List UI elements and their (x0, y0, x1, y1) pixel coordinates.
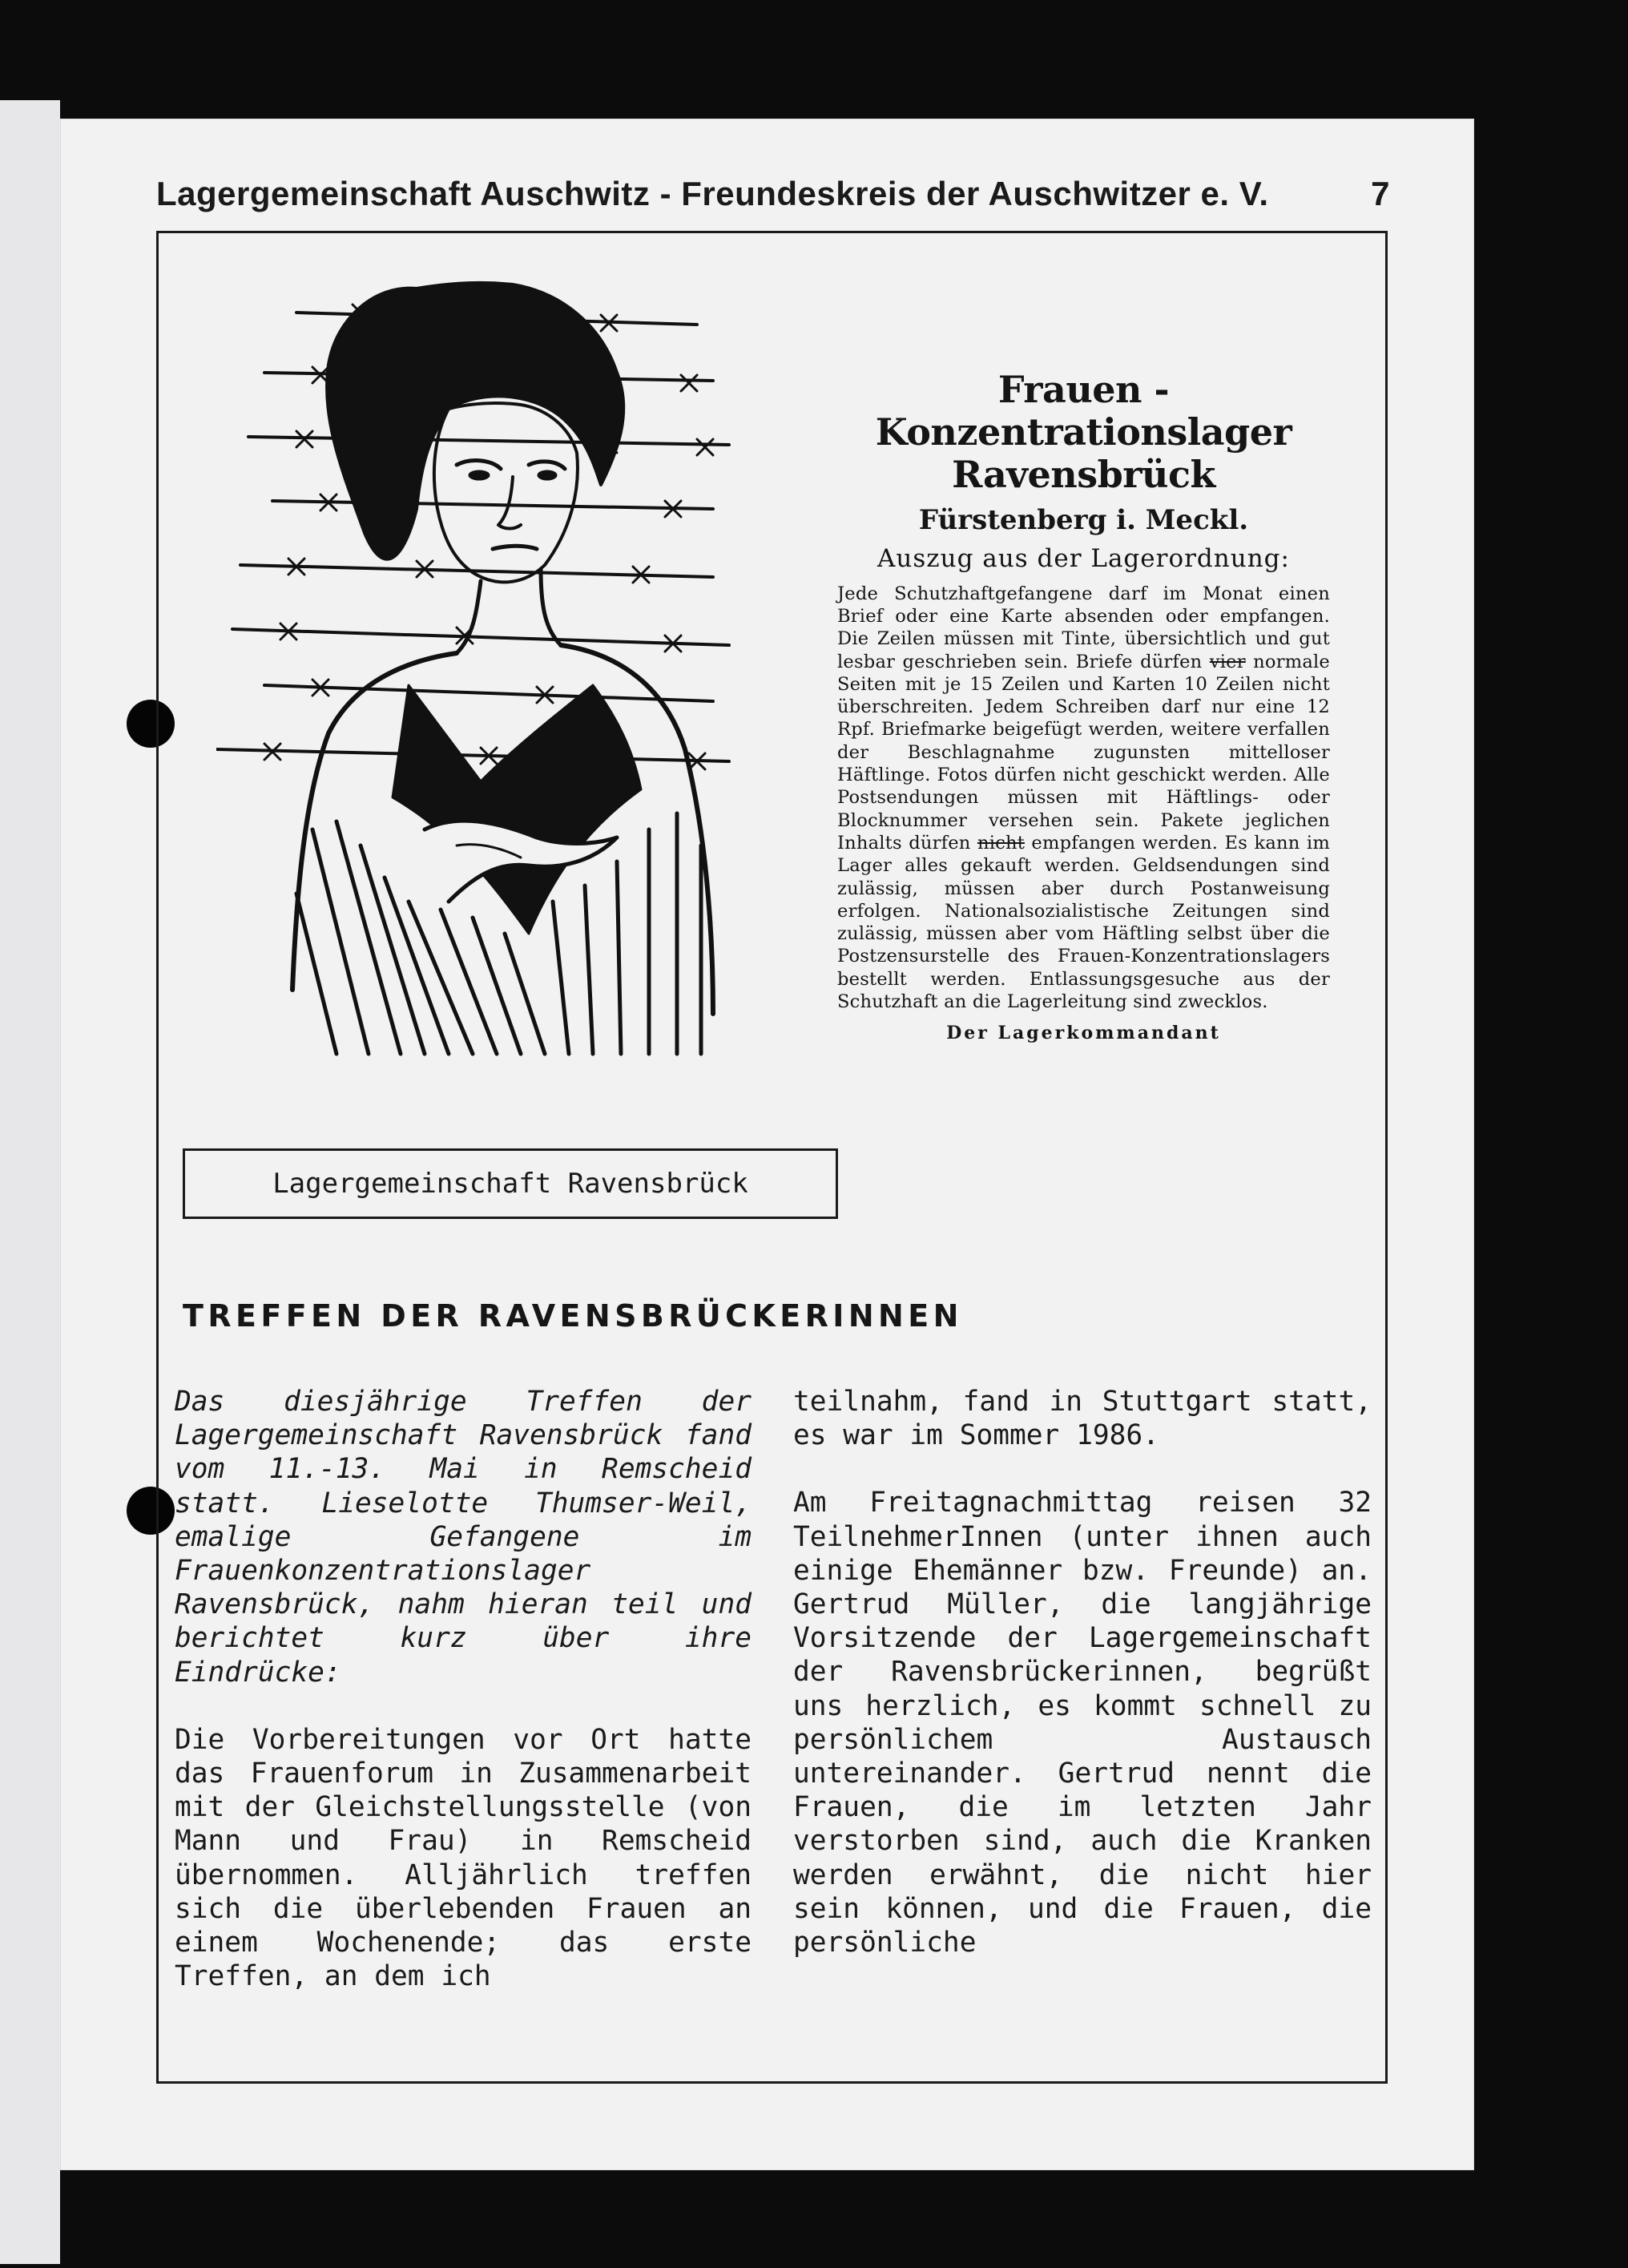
clipping-strikethrough-word-2: nicht (977, 832, 1025, 854)
clipping-body (837, 583, 1330, 1014)
article-paragraph-2: Am Freitagnachmittag reisen 32 TeilnehmerInnen (unter ihnen auch einige Ehemänner bzw. Freunde) an. Gertrud Müller, die langjährige Vorsitzende der Lagergemeinschaft der Ravensbrückerinnen, begrüßt uns herzlich, es kommt schnell zu persönlichem Austausch untereinander. Gertrud nennt die Frauen, die im letzten Jahr verstorben sind, auch die Kranken werden erwähnt, die nicht hier sein können, und die Frauen, die persönliche (793, 1487, 1372, 1959)
clipping-body-part3: empfangen werden. Es kann im Lager alles gekauft werden. Geldsendungen sind zulässig, müssen aber durch Postanweisung erfolgen. Nationalsozialistische Zeitungen sind zulässig, müssen aber vom Häftling selbst über die Postzensurstelle des Frauen-Konzentrationslagers bestellt werden. Entlassungsgesuche aus der Schutzhaft an die Lagerleitung sind zwecklos. (837, 832, 1330, 1013)
page-number: 7 (1371, 175, 1390, 212)
camp-regulations-clipping (837, 369, 1330, 1043)
clipping-body-part1: Jede Schutzhaftgefangene darf im Monat einen Brief oder eine Karte absenden oder empfangen. Die Zeilen müssen mit Tinte, übersichtlich und gut lesbar geschrieben sein. Briefe dürfen (837, 583, 1330, 672)
clipping-body-part2: normale Seiten mit je 15 Zeilen und Karten 10 Zeilen nicht überschreiten. Jedem Schreiben darf nur eine 12 Rpf. Briefmarke beigefügt werden, weitere verfallen der Beschlagnahme zugunsten mittelloser Häftlinge. Fotos dürfen nicht geschickt werden. Alle Postsendungen müssen mit Häftlings- oder Blocknummer versehen sein. Pakete jeglichen Inhalts dürfen (837, 651, 1330, 854)
article-column-left (175, 1385, 752, 1993)
header-title: Lagergemeinschaft Auschwitz - Freundeskreis der Auschwitzer e. V. (156, 175, 1269, 212)
article-heading: TREFFEN DER RAVENSBRÜCKERINNEN (183, 1298, 963, 1334)
clipping-strikethrough-word: vier (1209, 651, 1246, 672)
clipping-title-line2: Ravensbrück (952, 452, 1215, 496)
clipping-signature: Der Lagerkommandant (946, 1023, 1221, 1044)
clipping-subtitle: Auszug aus der Lagerordnung: (877, 543, 1290, 573)
article-intro: Das diesjährige Treffen der Lagergemeinschaft Ravensbrück fand vom 11.-13. Mai in Remscheid statt. Lieselotte Thumser-Weil, emalige Gefangene im Frauenkonzentrationslager Ravensbrück, nahm hieran teil und berichtet kurz über ihre Eindrücke: (175, 1386, 752, 1689)
article-column-right (793, 1385, 1372, 1959)
clipping-title-line1: Frauen - Konzentrationslager (875, 368, 1292, 454)
article-paragraph-1: Die Vorbereitungen vor Ort hatte das Frauenforum in Zusammenarbeit mit der Gleichstellungsstelle (von Mann und Frau) in Remscheid übernommen. Alljährlich treffen sich die überlebenden Frauen an einem Wochenende; das erste Treffen, an dem ich (175, 1723, 752, 1993)
clipping-location: Fürstenberg i. Meckl. (918, 503, 1249, 536)
organization-label-box (183, 1148, 838, 1219)
article-paragraph-1-continued: teilnahm, fand in Stuttgart statt, es war im Sommer 1986. (793, 1386, 1372, 1452)
woman-behind-barbed-wire-illustration (216, 268, 769, 1062)
organization-label: Lagergemeinschaft Ravensbrück (272, 1168, 748, 1200)
underlying-page-edge (0, 100, 60, 2264)
page-header (156, 175, 1390, 213)
